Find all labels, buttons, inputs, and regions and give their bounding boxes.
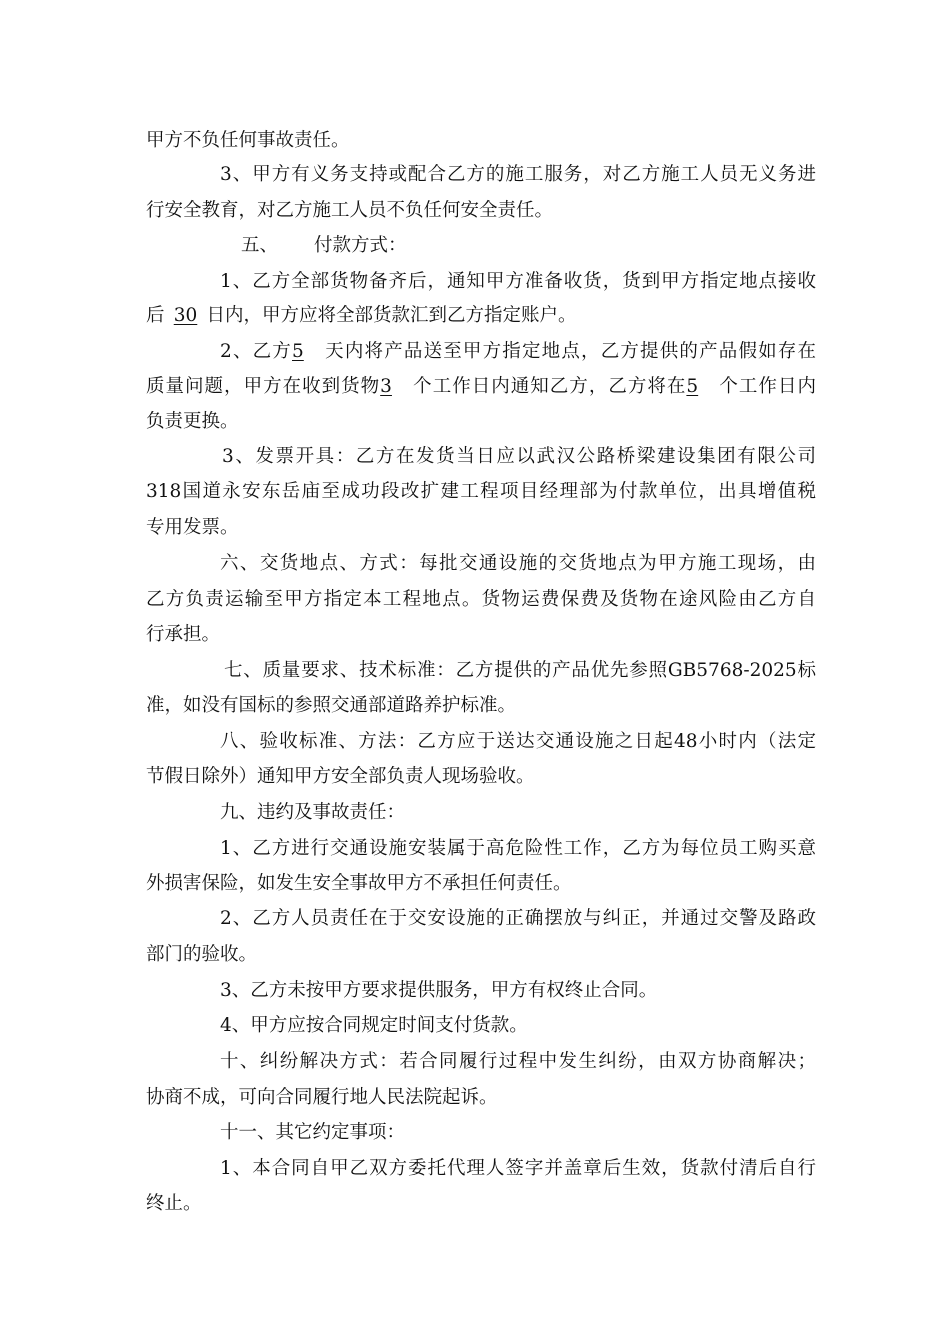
paragraph-line <box>220 340 816 364</box>
paragraph-line: 专用发票。 <box>146 517 239 538</box>
paragraph-line: 行安全教育，对乙方施工人员不负任何安全责任。 <box>146 200 554 221</box>
paragraph-line: 1、乙方全部货物备齐后，通知甲方准备收货，货到甲方指定地点接收 <box>220 271 816 292</box>
section-title: 付款方式： <box>314 235 407 256</box>
text-run: 天内将产品送至甲方指定地点，乙方提供的产品假如存在 <box>324 341 816 362</box>
paragraph-line: 318国道永安东岳庙至成功段改扩建工程项目经理部为付款单位，出具增值税 <box>146 481 816 502</box>
section-heading-liability: 九、违约及事故责任： <box>220 802 406 823</box>
text-run: 后 <box>146 305 165 326</box>
text-run: 个工作日内 <box>718 376 816 397</box>
paragraph-line <box>146 304 816 328</box>
paragraph-line: 节假日除外）通知甲方安全部负责人现场验收。 <box>146 766 535 787</box>
section-heading-other: 十一、其它约定事项： <box>220 1122 406 1143</box>
filled-value-delivery-days: 5 <box>292 341 304 362</box>
paragraph-line: 负责更换。 <box>146 411 239 432</box>
paragraph-line: 十、纠纷解决方式：若合同履行过程中发生纠纷，由双方协商解决； <box>220 1051 816 1072</box>
paragraph-line: 甲方不负任何事故责任。 <box>146 130 350 151</box>
paragraph-line: 2、乙方人员责任在于交安设施的正确摆放与纠正，并通过交警及路政 <box>220 908 816 929</box>
paragraph-line: 4、甲方应按合同规定时间支付货款。 <box>220 1015 528 1036</box>
paragraph-line: 3、发票开具：乙方在发货当日应以武汉公路桥梁建设集团有限公司 <box>222 446 816 467</box>
paragraph-line: 六、交货地点、方式：每批交通设施的交货地点为甲方施工现场，由 <box>220 553 816 574</box>
text-run: 2、乙方 <box>220 341 292 362</box>
section-number: 五、 <box>241 235 279 256</box>
paragraph-line: 乙方负责运输至甲方指定本工程地点。货物运费保费及货物在途风险由乙方自 <box>146 589 816 610</box>
paragraph-line: 1、乙方进行交通设施安装属于高危险性工作，乙方为每位员工购买意 <box>220 838 816 859</box>
paragraph-line: 1、本合同自甲乙双方委托代理人签字并盖章后生效，货款付清后自行 <box>220 1158 816 1179</box>
paragraph-line: 3、甲方有义务支持或配合乙方的施工服务，对乙方施工人员无义务进 <box>220 164 816 185</box>
paragraph-line: 准，如没有国标的参照交通部道路养护标准。 <box>146 695 517 716</box>
text-run: 日内，甲方应将全部货款汇到乙方指定账户。 <box>206 305 577 326</box>
filled-value-notice-days: 3 <box>380 376 392 397</box>
paragraph-line: 部门的验收。 <box>146 944 258 965</box>
text-run: 质量问题，甲方在收到货物 <box>146 376 381 397</box>
paragraph-line: 八、验收标准、方法：乙方应于送达交通设施之日起48小时内（法定 <box>220 731 816 752</box>
section-heading-payment <box>241 234 911 258</box>
paragraph-line: 行承担。 <box>146 624 221 645</box>
paragraph-line: 协商不成，可向合同履行地人民法院起诉。 <box>146 1087 498 1108</box>
filled-value-replace-days: 5 <box>686 376 699 397</box>
paragraph-line <box>146 375 816 399</box>
text-run: 个工作日内通知乙方，乙方将在 <box>412 376 687 397</box>
paragraph-line: 3、乙方未按甲方要求提供服务，甲方有权终止合同。 <box>220 980 658 1001</box>
paragraph-line: 外损害保险，如发生安全事故甲方不承担任何责任。 <box>146 873 572 894</box>
paragraph-line: 七、质量要求、技术标准：乙方提供的产品优先参照GB5768-2025标 <box>224 660 816 681</box>
paragraph-line: 终止。 <box>146 1193 202 1214</box>
filled-value-days: 30 <box>173 305 198 326</box>
